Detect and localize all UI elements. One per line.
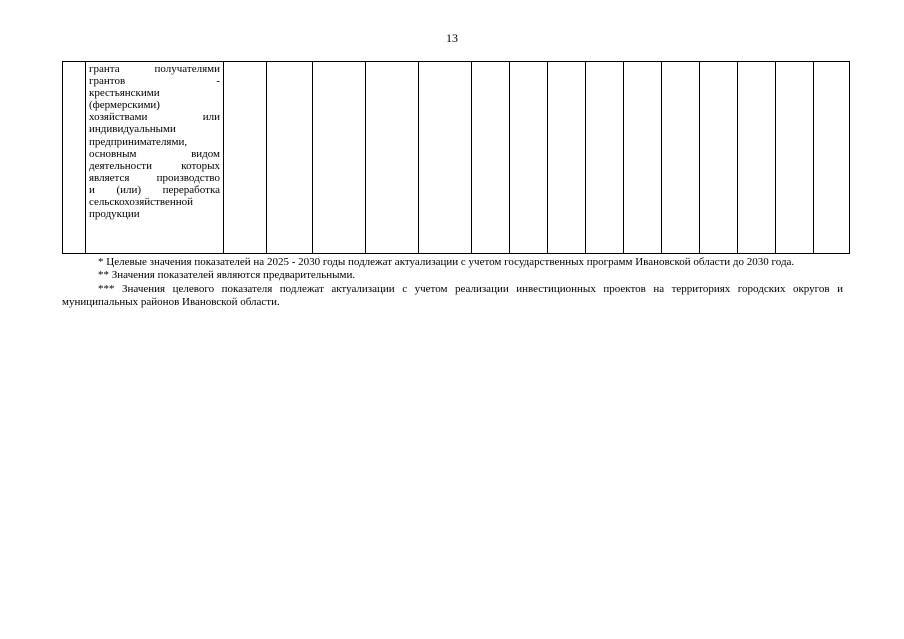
indicator-line: гранта получателями xyxy=(89,63,220,75)
table-cell-empty xyxy=(814,62,850,254)
indicator-line: является производство xyxy=(89,171,220,184)
table-cell-empty xyxy=(548,62,586,254)
footnote-target-values: * Целевые значения показателей на 2025 - 2030 годы подлежат актуализации с учетом государственных программ Ивановской области до 2030 года. xyxy=(98,256,795,268)
footnote-preliminary-values: ** Значения показателей являются предварительными. xyxy=(98,269,356,282)
table-cell-empty xyxy=(472,62,510,254)
table-row xyxy=(63,62,850,254)
indicator-line: деятельности которых xyxy=(89,159,220,172)
indicator-line: и (или) переработка xyxy=(89,183,220,196)
table-cell-empty xyxy=(586,62,624,254)
table-cell-empty xyxy=(224,62,267,254)
indicator-line: (фермерскими) xyxy=(89,99,160,112)
table-cell-empty xyxy=(366,62,419,254)
indicators-table-continuation xyxy=(62,61,850,254)
indicator-name xyxy=(89,63,220,220)
indicator-line: индивидуальными xyxy=(89,123,176,136)
indicator-line: сельскохозяйственной xyxy=(89,196,194,209)
footnotes xyxy=(62,256,843,310)
table-cell-empty xyxy=(738,62,776,254)
indicator-line: грантов - xyxy=(89,75,220,88)
indicator-line: предпринимателями, xyxy=(89,135,188,148)
table-cell-empty xyxy=(776,62,814,254)
indicator-line: хозяйствами или xyxy=(89,111,220,124)
table-cell-empty xyxy=(700,62,738,254)
page-number: 13 xyxy=(446,31,458,45)
table-cell-indicator xyxy=(86,62,224,254)
table-cell-empty xyxy=(510,62,548,254)
indicator-line: основным видом xyxy=(89,147,220,160)
table-cell-empty xyxy=(624,62,662,254)
table-cell-empty xyxy=(267,62,313,254)
footnote-investment-projects: *** Значения целевого показателя подлежат актуализации с учетом реализации инвестиционных проектов на территориях городских округов и муниципальных районов Ивановской области. xyxy=(62,282,843,309)
table-cell-empty xyxy=(419,62,472,254)
indicator-line: крестьянскими xyxy=(89,87,160,100)
indicator-line: продукции xyxy=(89,208,140,221)
table-cell-empty xyxy=(313,62,366,254)
table-cell-empty xyxy=(662,62,700,254)
table-cell-number xyxy=(63,62,86,254)
